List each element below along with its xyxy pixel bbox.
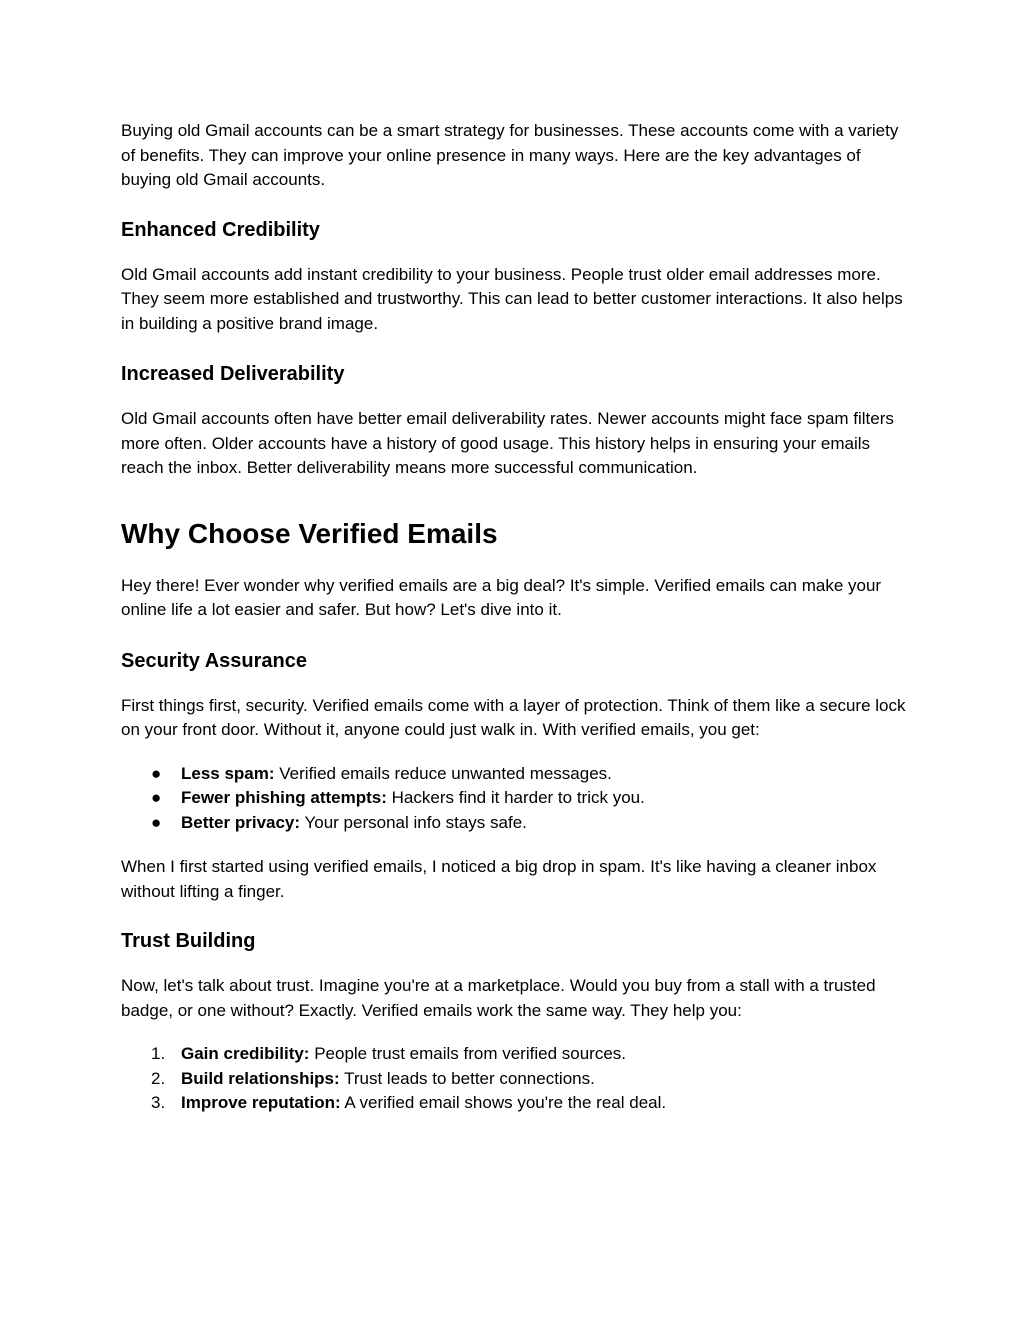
list-item-term: Gain credibility: bbox=[181, 1044, 310, 1063]
list-item bbox=[121, 1042, 911, 1067]
enhanced-credibility-paragraph: Old Gmail accounts add instant credibility to your business. People trust older email addresses more. They seem more established and trustworthy. This can lead to better customer interactions. It also helps in building a positive brand image. bbox=[121, 264, 903, 333]
list-item-text: Trust leads to better connections. bbox=[339, 1068, 595, 1088]
security-after-paragraph: When I first started using verified emails, I noticed a big drop in spam. It's like having a cleaner inbox without lifting a finger. bbox=[121, 857, 877, 901]
list-number: 2. bbox=[151, 1068, 166, 1088]
list-number: 1. bbox=[151, 1044, 166, 1063]
list-item-text: A verified email shows you're the real deal. bbox=[340, 1093, 667, 1112]
heading-increased-deliverability: Increased Deliverability bbox=[121, 363, 345, 385]
trust-numbered-list bbox=[121, 1042, 911, 1116]
heading-enhanced-credibility: Enhanced Credibility bbox=[121, 218, 320, 241]
list-item bbox=[121, 811, 911, 836]
heading-trust-building: Trust Building bbox=[121, 930, 256, 952]
list-item-term: Less spam: bbox=[181, 763, 275, 783]
list-item-text: Hackers find it harder to trick you. bbox=[386, 788, 645, 807]
bullet-icon: ● bbox=[151, 763, 162, 783]
list-number: 3. bbox=[151, 1093, 166, 1112]
list-item-text: Verified emails reduce unwanted messages. bbox=[274, 763, 612, 783]
trust-paragraph: Now, let's talk about trust. Imagine you're at a marketplace. Would you buy from a stall with a trusted badge, or one without? Exactly. Verified emails work the same way. They help you: bbox=[121, 976, 876, 1020]
list-item bbox=[121, 786, 911, 811]
increased-deliverability-paragraph: Old Gmail accounts often have better email deliverability rates. Newer accounts might face spam filters more often. Older accounts have a history of good usage. This history helps in ensuring your emails reach the inbox. Better deliverability means more successful communication. bbox=[121, 409, 894, 477]
why-verified-paragraph: Hey there! Ever wonder why verified emails are a big deal? It's simple. Verified emails can make your online life a lot easier and safer. But how? Let's dive into it. bbox=[121, 575, 882, 619]
list-item bbox=[121, 762, 911, 787]
list-item-term: Better privacy: bbox=[181, 812, 301, 832]
bullet-icon: ● bbox=[151, 812, 162, 832]
heading-security-assurance: Security Assurance bbox=[121, 649, 308, 672]
security-paragraph: First things first, security. Verified emails come with a layer of protection. Think of them like a secure lock on your front door. Without it, anyone could just walk in. With verified emails, you get: bbox=[121, 695, 906, 739]
bullet-icon: ● bbox=[151, 788, 162, 807]
intro-paragraph: Buying old Gmail accounts can be a smart strategy for businesses. These accounts come with a variety of benefits. They can improve your online presence in many ways. Here are the key advantages of buying old Gmail accounts. bbox=[121, 121, 899, 189]
list-item-term: Build relationships: bbox=[181, 1068, 340, 1088]
document-page bbox=[121, 119, 911, 1116]
heading-why-choose-verified-emails: Why Choose Verified Emails bbox=[121, 517, 498, 549]
list-item bbox=[121, 1091, 911, 1116]
list-item-text: People trust emails from verified sources. bbox=[309, 1044, 626, 1063]
list-item-term: Improve reputation: bbox=[181, 1093, 341, 1112]
list-item-term: Fewer phishing attempts: bbox=[181, 788, 387, 807]
list-item bbox=[121, 1067, 911, 1092]
security-bullet-list bbox=[121, 762, 911, 836]
list-item-text: Your personal info stays safe. bbox=[300, 812, 527, 832]
